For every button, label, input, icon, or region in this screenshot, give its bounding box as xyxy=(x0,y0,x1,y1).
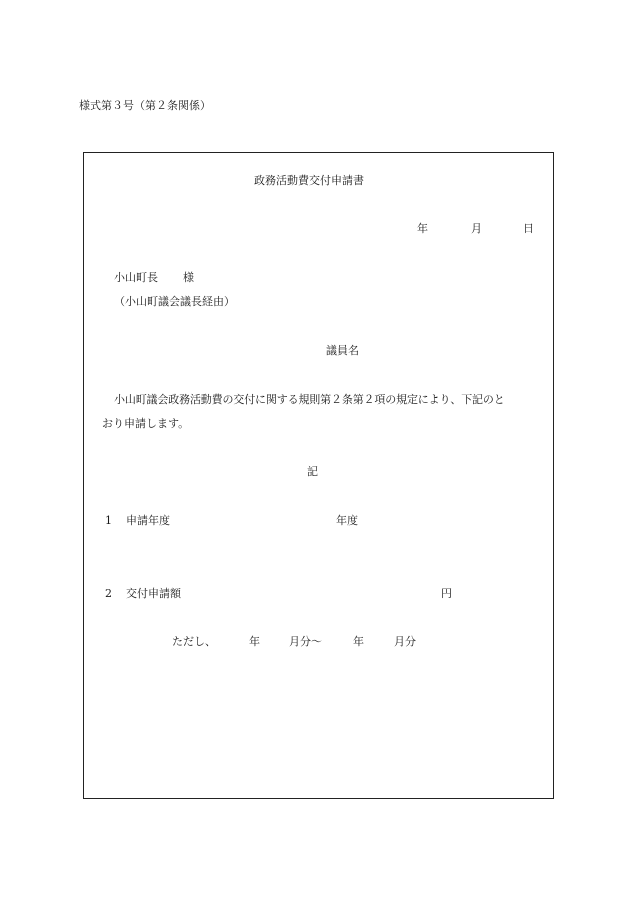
item-2-number: 2 xyxy=(105,587,112,600)
addressee-name: 小山町長 xyxy=(114,271,158,284)
period-month1: 月分～ xyxy=(289,635,322,648)
period-year1: 年 xyxy=(249,635,260,648)
item-1-number: 1 xyxy=(105,514,112,527)
body-text-line1: 小山町議会政務活動費の交付に関する規則第２条第２項の規定により、下記のと xyxy=(114,393,505,406)
period-year2: 年 xyxy=(353,635,364,648)
applicant-label: 議員名 xyxy=(326,344,359,357)
item-1-unit: 年度 xyxy=(336,514,358,527)
body-text-line2: おり申請します。 xyxy=(102,417,190,430)
document-title: 政務活動費交付申請書 xyxy=(254,174,364,187)
date-month-label: 月 xyxy=(471,222,482,235)
period-prefix: ただし、 xyxy=(172,635,216,648)
ki-heading: 記 xyxy=(307,465,318,478)
item-2-unit: 円 xyxy=(441,587,452,600)
period-month2: 月分 xyxy=(394,635,416,648)
date-year-label: 年 xyxy=(417,222,428,235)
item-2-label: 交付申請額 xyxy=(126,587,181,600)
form-number: 様式第３号（第２条関係） xyxy=(79,99,211,112)
date-day-label: 日 xyxy=(523,222,534,235)
item-1-label: 申請年度 xyxy=(126,514,170,527)
addressee-via: （小山町議会議長経由） xyxy=(114,295,235,308)
addressee-honorific: 様 xyxy=(183,271,194,284)
application-form xyxy=(83,152,554,799)
